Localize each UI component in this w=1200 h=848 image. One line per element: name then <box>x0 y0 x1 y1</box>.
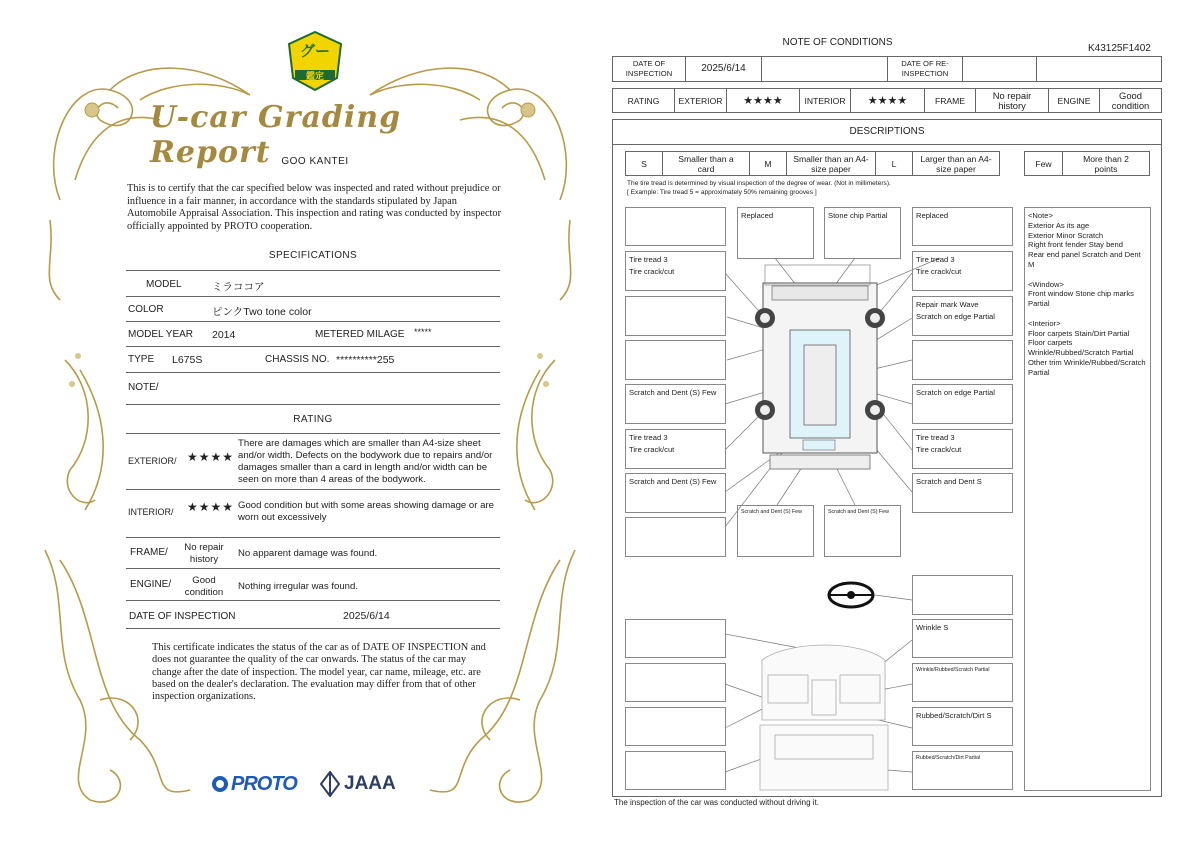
desc-box-right-3 <box>912 340 1013 380</box>
engine-rating: Good condition <box>1099 88 1162 113</box>
engine-label: ENGINE/ <box>130 579 172 590</box>
frame-rating: No repair history <box>975 88 1049 113</box>
desc-box-top2: Stone chip Partial <box>824 207 901 259</box>
engine-value: Good condition <box>184 575 224 598</box>
legend-m-text: Smaller than an A4-size paper <box>786 151 876 176</box>
proto-logo-text: PROTO <box>231 772 297 795</box>
legend-m: M <box>749 151 787 176</box>
rating-heading: RATING <box>293 414 333 425</box>
exterior-stars: ★★★★ <box>187 450 235 464</box>
desc-box-left-tire2: Tire tread 3 Tire crack/cut <box>625 429 726 469</box>
desc-box-right-tire2: Tire tread 3 Tire crack/cut <box>912 429 1013 469</box>
certificate-subtitle: GOO KANTEI <box>281 156 349 167</box>
interior-description: Good condition but with some areas showing damage or are worn out excessively <box>238 500 494 523</box>
specifications-heading: SPECIFICATIONS <box>268 250 358 261</box>
type-label: TYPE <box>128 354 155 365</box>
legend-s: S <box>625 151 663 176</box>
desc-box-left-scratch2: Scratch and Dent (S) Few <box>625 473 726 513</box>
model-label: MODEL <box>146 279 182 290</box>
note-label: NOTE/ <box>128 382 159 393</box>
desc-box-top3: Replaced <box>912 207 1013 246</box>
interior-label: INTERIOR <box>799 88 851 113</box>
chassis-label: CHASSIS NO. <box>265 354 330 365</box>
date-value: 2025/6/14 <box>343 610 390 622</box>
rating-label: RATING <box>612 88 675 113</box>
tread-note: The tire tread is determined by visual inspection of the degree of wear. (Not in millimeters). <box>627 180 891 187</box>
engine-label: ENGINE <box>1048 88 1100 113</box>
color-label: COLOR <box>128 304 164 315</box>
desc-box-int-right3: Rubbed/Scratch/Dirt S <box>912 707 1013 746</box>
model-year-value: 2014 <box>212 329 236 341</box>
interior-stars: ★★★★ <box>187 500 235 514</box>
report-title: NOTE OF CONDITIONS <box>782 37 893 48</box>
frame-description: No apparent damage was found. <box>238 548 378 559</box>
desc-box-left-rear <box>625 517 726 557</box>
certificate-intro: This is to certify that the car specified below was inspected and rated without prejudice or influence in a fair manner, in accordance with the standards stipulated by Japan Automobile Appraisal Association. This inspection and rating was conducted by inspector officially appointed by PROTO cooperation. <box>127 183 502 233</box>
desc-box-int-right4: Rubbed/Scratch/Dirt Partial <box>912 751 1013 790</box>
desc-box-right-scratch2: Scratch and Dent S <box>912 473 1013 513</box>
frame-label: FRAME/ <box>130 547 168 558</box>
date-inspection-label: DATE OF INSPECTION <box>612 56 686 82</box>
desc-box-int-left2 <box>625 663 726 702</box>
mileage-label: METERED MILAGE <box>315 329 405 340</box>
car-top-view <box>755 265 885 469</box>
desc-box-bottom1: Scratch and Dent (S) Few <box>737 505 814 557</box>
date-inspection-value: 2025/6/14 <box>685 56 762 82</box>
desc-box-bottom2: Scratch and Dent (S) Few <box>824 505 901 557</box>
legend-l-text: Larger than an A4-size paper <box>912 151 1000 176</box>
model-value: ミラココア <box>212 281 265 293</box>
model-year-label: MODEL YEAR <box>128 329 194 340</box>
desc-box-right-tire1: Tire tread 3 Tire crack/cut <box>912 251 1013 291</box>
certificate-title: U-car Grading Report <box>150 100 402 170</box>
exterior-label: EXTERIOR/ <box>128 456 177 466</box>
tread-example: [ Example: Tire tread 5 = approximately 50% remaining grooves ] <box>627 189 817 196</box>
exterior-rating: ★★★★ <box>726 88 800 113</box>
legend-few-text: More than 2 points <box>1062 151 1150 176</box>
steering-wheel-icon <box>829 583 873 607</box>
desc-box-right-scratch1: Scratch on edge Partial <box>912 384 1013 424</box>
interior-rating: ★★★★ <box>850 88 925 113</box>
legend-few: Few <box>1024 151 1063 176</box>
report-code: K43125F1402 <box>1088 43 1151 54</box>
desc-box-int-left4 <box>625 751 726 790</box>
engine-description: Nothing irregular was found. <box>238 581 358 592</box>
desc-box-int-left3 <box>625 707 726 746</box>
desc-box-left-3 <box>625 340 726 380</box>
certificate-footer: This certificate indicates the status of the car as of DATE OF INSPECTION and does not guarantee the quality of the car onwards. The status of the car may change after the date of inspection. The model year, car name, mileage, etc. are based on the dealer's declaration. The evaluation may differ from that of other inspection organizations. <box>152 642 486 703</box>
legend-s-text: Smaller than a card <box>662 151 750 176</box>
exterior-description: There are damages which are smaller than A4-size sheet and/or width. Defects on the bodywork due to repairs and/or damages smaller than a card in length and/or width can be seen on more than 4 areas of the bodywork. <box>238 438 493 485</box>
car-interior-view <box>760 645 888 790</box>
frame-label: FRAME <box>924 88 976 113</box>
mileage-value: ***** <box>414 327 432 337</box>
report-footer: The inspection of the car was conducted without driving it. <box>614 798 819 807</box>
desc-box-top1: Replaced <box>737 207 814 259</box>
logo-text-bottom: 鑑定 <box>305 71 324 81</box>
desc-box-front-left <box>625 207 726 246</box>
desc-box-int-right1: Wrinkle S <box>912 619 1013 658</box>
interior-label: INTERIOR/ <box>128 507 174 517</box>
exterior-label: EXTERIOR <box>674 88 727 113</box>
type-value: L675S <box>172 354 203 366</box>
legend-l: L <box>875 151 913 176</box>
note-text: <Note> Exterior As its age Exterior Minor Scratch Right front fender Stay bend Rear end panel Scratch and Dent M <Window> Front window Stone chip marks Partial <Interior> Floor carpets Stain/Dirt Partial Floor carpets Wrinkle/Rubbed/Scratch Partial Other trim Wrinkle/Rubbed/Scratch Partial <box>1028 211 1146 377</box>
desc-box-int-left1 <box>625 619 726 658</box>
desc-box-left-2 <box>625 296 726 336</box>
descriptions-heading: DESCRIPTIONS <box>849 126 925 137</box>
jaaa-logo-text: JAAA <box>344 773 396 794</box>
date-label: DATE OF INSPECTION <box>129 611 236 622</box>
desc-box-left-tire1: Tire tread 3 Tire crack/cut <box>625 251 726 291</box>
desc-box-right-repair: Repair mark Wave Scratch on edge Partial <box>912 296 1013 336</box>
desc-box-steering <box>912 575 1013 615</box>
desc-box-int-right2: Wrinkle/Rubbed/Scratch Partial <box>912 663 1013 702</box>
desc-box-left-scratch1: Scratch and Dent (S) Few <box>625 384 726 424</box>
color-value: ピンクTwo tone color <box>212 306 312 318</box>
chassis-value: **********255 <box>336 354 395 366</box>
date-reinspection-label: DATE OF RE-INSPECTION <box>887 56 963 82</box>
frame-value: No repair history <box>184 542 224 565</box>
logo-text-top: グー <box>299 43 330 60</box>
